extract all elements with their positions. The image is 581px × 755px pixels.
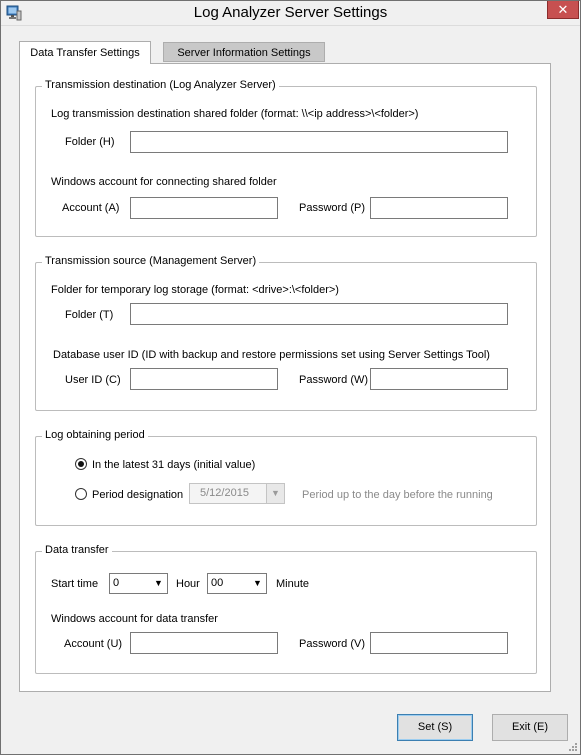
destination-account-label: Account (A) <box>62 202 120 214</box>
destination-folder-label: Folder (H) <box>65 136 115 148</box>
source-folder-label: Folder (T) <box>65 309 114 321</box>
latest-period-label[interactable]: In the latest 31 days (initial value) <box>92 459 256 471</box>
period-date-value: 5/12/2015 <box>200 487 249 499</box>
radio-selected-dot <box>78 461 84 467</box>
destination-folder-hint: Log transmission destination shared folder (format: \\<ip address>\<folder>) <box>51 108 419 120</box>
exit-button[interactable]: Exit (E) <box>492 714 568 741</box>
destination-folder-input[interactable] <box>130 131 508 153</box>
tab-panel <box>19 63 551 692</box>
destination-account-input[interactable] <box>130 197 278 219</box>
hour-value: 0 <box>113 577 120 589</box>
tab-server-information-settings[interactable]: Server Information Settings <box>163 42 325 62</box>
source-db-hint: Database user ID (ID with backup and restore permissions set using Server Settings Tool) <box>53 349 490 361</box>
start-time-label: Start time <box>51 578 99 590</box>
minute-select[interactable] <box>207 573 267 594</box>
transfer-account-label: Account (U) <box>64 638 123 650</box>
designation-period-radio[interactable] <box>75 488 87 500</box>
chevron-down-icon: ▼ <box>266 484 284 503</box>
chevron-down-icon: ▼ <box>253 578 262 588</box>
tab-data-transfer-settings[interactable]: Data Transfer Settings <box>19 41 151 64</box>
source-folder-hint: Folder for temporary log storage (format: <drive>:\<folder>) <box>51 284 339 296</box>
destination-password-label: Password (P) <box>299 202 366 214</box>
destination-account-hint: Windows account for connecting shared folder <box>51 176 277 188</box>
minute-label: Minute <box>276 578 310 590</box>
period-legend: Log obtaining period <box>42 429 148 441</box>
source-userid-input[interactable] <box>130 368 278 390</box>
latest-period-radio[interactable] <box>75 458 87 470</box>
close-button[interactable] <box>547 1 579 19</box>
destination-group <box>35 79 537 237</box>
minute-value: 00 <box>211 577 224 589</box>
window-title: Log Analyzer Server Settings <box>193 4 388 21</box>
close-icon: ✕ <box>557 2 569 17</box>
period-note: Period up to the day before the running <box>302 489 493 501</box>
set-button[interactable]: Set (S) <box>397 714 473 741</box>
source-userid-label: User ID (C) <box>65 374 121 386</box>
chevron-down-icon: ▼ <box>154 578 163 588</box>
hour-select[interactable] <box>109 573 168 594</box>
destination-legend: Transmission destination (Log Analyzer Server) <box>42 79 279 91</box>
transfer-password-input[interactable] <box>370 632 508 654</box>
transfer-account-hint: Windows account for data transfer <box>51 613 218 625</box>
source-group <box>35 255 537 411</box>
period-date-picker <box>189 483 285 504</box>
transfer-legend: Data transfer <box>42 544 112 556</box>
source-folder-input[interactable] <box>130 303 508 325</box>
period-group <box>35 429 537 526</box>
transfer-account-input[interactable] <box>130 632 278 654</box>
resize-grip-icon[interactable] <box>566 740 578 752</box>
source-password-label: Password (W) <box>299 374 369 386</box>
transfer-group <box>35 544 537 674</box>
destination-password-input[interactable] <box>370 197 508 219</box>
title-bar <box>1 1 580 26</box>
designation-period-label[interactable]: Period designation <box>92 489 184 501</box>
source-password-input[interactable] <box>370 368 508 390</box>
transfer-password-label: Password (V) <box>299 638 366 650</box>
hour-label: Hour <box>176 578 200 590</box>
source-legend: Transmission source (Management Server) <box>42 255 259 267</box>
